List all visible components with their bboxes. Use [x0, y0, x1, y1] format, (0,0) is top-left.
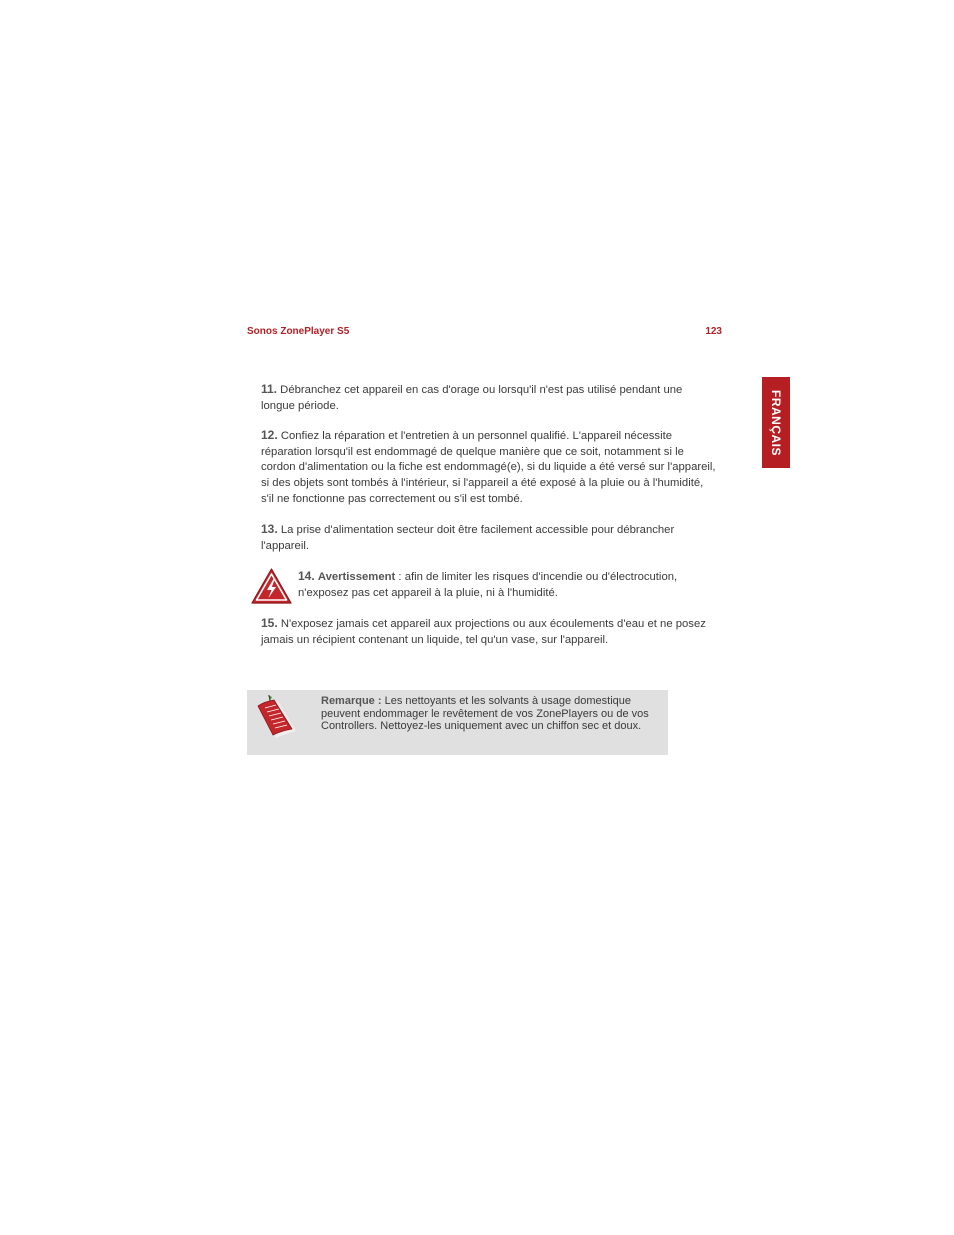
list-item-12	[261, 428, 717, 508]
list-item-15	[261, 616, 717, 648]
note-paper-icon	[252, 693, 302, 739]
page-header	[247, 326, 722, 342]
item-text: N'exposez jamais cet appareil aux projections ou aux écoulements d'eau et ne posez jamais un récipient contenant un liquide, tel qu'un vase, sur l'appareil.	[261, 618, 706, 646]
language-tab	[762, 377, 790, 468]
item-number: 14.	[298, 569, 315, 583]
warning-label: Avertissement	[317, 571, 396, 583]
note-text	[321, 695, 661, 733]
page-number: 123	[705, 326, 722, 337]
warning-electric-icon	[250, 567, 293, 605]
note-label: Remarque :	[321, 695, 382, 707]
note-body: Les nettoyants et les solvants à usage domestique peuvent endommager le revêtement de vos ZonePlayers ou de vos Controllers. Nettoyez-les uniquement avec un chiffon sec et doux.	[321, 695, 649, 733]
item-number: 11.	[261, 382, 278, 396]
item-number: 13.	[261, 522, 278, 536]
list-item-13	[261, 522, 717, 554]
document-title: Sonos ZonePlayer S5	[247, 326, 350, 337]
note-box	[247, 690, 668, 755]
item-text: La prise d'alimentation secteur doit être facilement accessible pour débrancher l'appareil.	[261, 524, 675, 552]
language-tab-label: FRANÇAIS	[769, 389, 783, 456]
list-item-11	[261, 382, 717, 414]
item-text: Confiez la réparation et l'entretien à un personnel qualifié. L'appareil nécessite réparation lorsqu'il est endommagé de quelque manière que ce soit, notamment si le cordon d'alimentation ou la fiche est endommagé(e), si du liquide a été versé sur l'appareil, si des objets sont tombés à l'intérieur, si l'appareil a été exposé à la pluie ou à l'humidité, s'il ne fonctionne pas correctement ou s'il est tombé.	[261, 430, 716, 505]
item-text: Débranchez cet appareil en cas d'orage ou lorsqu'il n'est pas utilisé pendant une longue période.	[261, 384, 683, 412]
item-text: : afin de limiter les risques d'incendie ou d'électrocution, n'exposez pas cet appareil à la pluie, ni à l'humidité.	[298, 571, 678, 599]
list-item-14-warning	[298, 569, 713, 601]
item-number: 12.	[261, 428, 278, 442]
item-number: 15.	[261, 616, 278, 630]
